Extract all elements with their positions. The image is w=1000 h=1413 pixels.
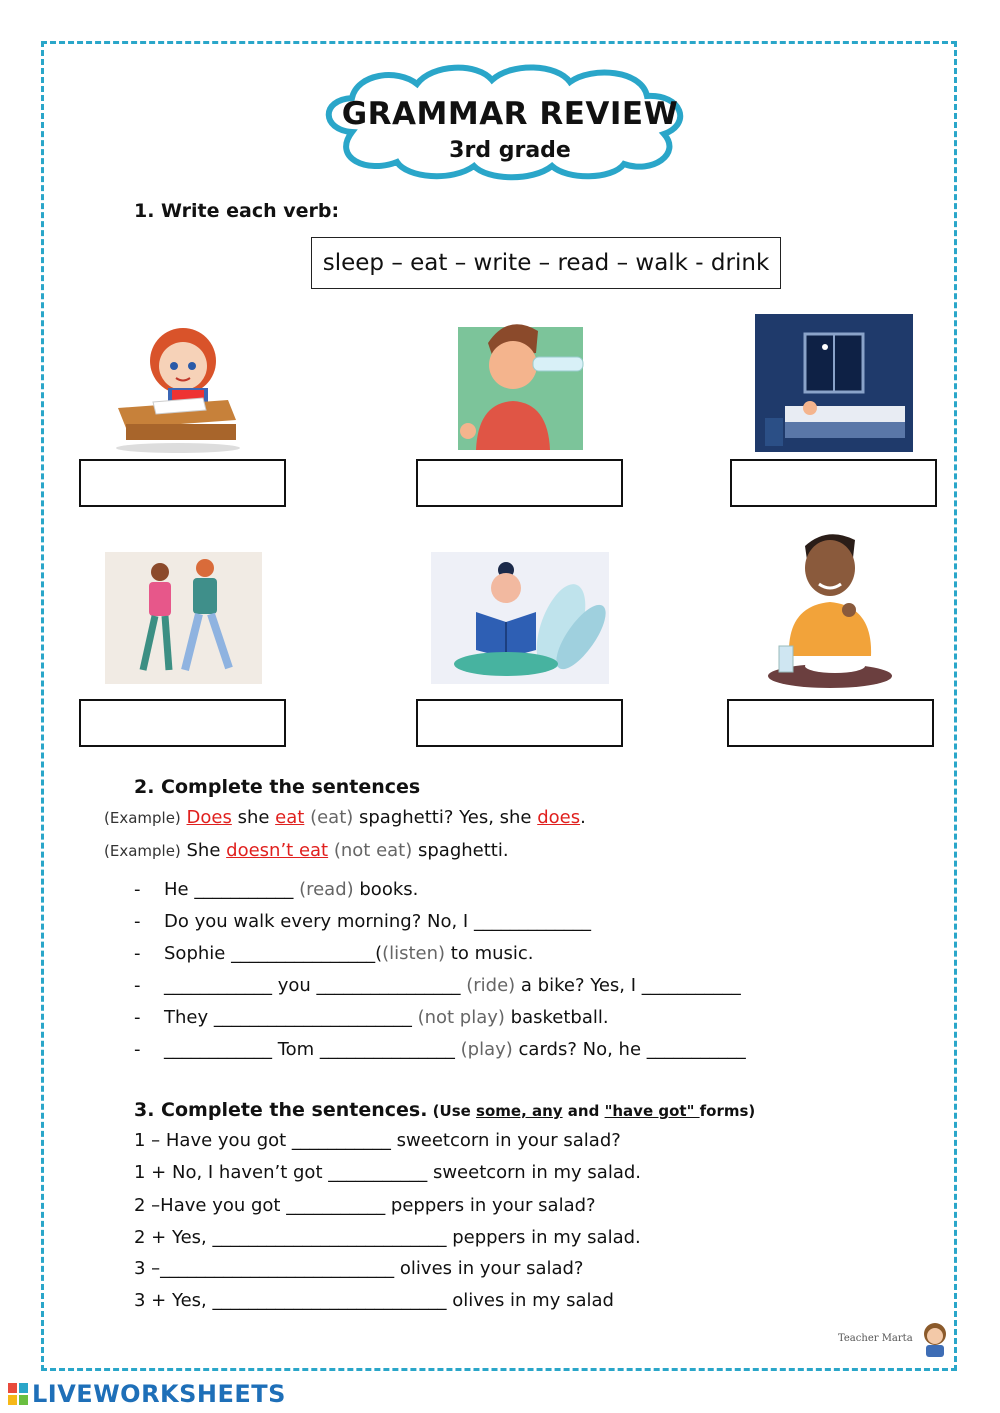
sentence-text: basketball. — [504, 1007, 609, 1028]
footer-logo-text: LIVEWORKSHEETS — [32, 1380, 286, 1408]
bullet-dash: - — [134, 879, 141, 900]
sentence-item[interactable]: 3 –__________________________ olives in your salad? — [134, 1258, 584, 1279]
example-text: spaghetti? Yes, she — [353, 807, 538, 828]
sentence-item[interactable] — [134, 975, 741, 996]
verb-word-bank: sleep – eat – write – read – walk - drink — [311, 237, 781, 289]
sentence-text: cards? No, he ___________ — [512, 1039, 746, 1060]
sentence-item[interactable]: 1 + No, I haven’t got ___________ sweetcorn in my salad. — [134, 1162, 641, 1183]
example-text: . — [580, 807, 586, 828]
verb-hint: (listen) — [382, 943, 446, 964]
answer-box-4[interactable] — [79, 699, 286, 747]
example-text: she — [231, 807, 276, 828]
section1-heading: 1. Write each verb: — [134, 200, 340, 222]
example-line-1 — [104, 807, 586, 828]
example-tag: (Example) — [104, 842, 181, 860]
sentence-text: He ___________ — [164, 879, 300, 900]
section3-instruction: and — [562, 1102, 605, 1120]
example-line-2 — [104, 840, 509, 861]
teacher-avatar-icon — [914, 1318, 956, 1360]
sentence-item[interactable] — [134, 879, 418, 900]
woman-reading-image — [431, 552, 609, 684]
teacher-credit: Teacher Marta — [838, 1333, 913, 1344]
sleeping-image — [755, 314, 913, 452]
section3-instruction: "have got" — [604, 1102, 700, 1120]
sentence-text: ____________ Tom _______________ — [164, 1039, 461, 1060]
couple-walking-image — [105, 552, 262, 684]
sentence-text: They ______________________ — [164, 1007, 418, 1028]
answer-box-5[interactable] — [416, 699, 623, 747]
boy-drinking-image — [458, 313, 588, 450]
section2-heading: 2. Complete the sentences — [134, 776, 421, 798]
man-eating-image — [767, 526, 897, 690]
bullet-dash: - — [134, 943, 141, 964]
verb-hint: (ride) — [466, 975, 516, 996]
sentence-text: a bike? Yes, I ___________ — [515, 975, 741, 996]
answer-box-3[interactable] — [730, 459, 937, 507]
page-subtitle: 3rd grade — [449, 138, 571, 163]
answer-box-1[interactable] — [79, 459, 286, 507]
example-text: She — [180, 840, 227, 861]
section3-instruction: (Use — [427, 1102, 477, 1120]
sentence-item[interactable]: 2 + Yes, __________________________ peppers in my salad. — [134, 1227, 641, 1248]
sentence-item[interactable]: 3 + Yes, __________________________ olives in my salad — [134, 1290, 614, 1311]
example-answer: does — [537, 807, 581, 828]
bullet-dash: - — [134, 975, 141, 996]
sentence-item[interactable] — [134, 911, 591, 932]
section3-title: 3. Complete the sentences. — [134, 1099, 428, 1121]
sentence-item[interactable] — [134, 943, 534, 964]
sentence-text: books. — [353, 879, 419, 900]
sentence-item[interactable]: 2 –Have you got ___________ peppers in your salad? — [134, 1195, 596, 1216]
example-tag: (Example) — [104, 809, 181, 827]
liveworksheets-logo-icon — [8, 1383, 28, 1405]
example-text: spaghetti. — [412, 840, 509, 861]
bullet-dash: - — [134, 1007, 141, 1028]
sentence-item[interactable] — [134, 1007, 609, 1028]
sentence-text: ____________ you ________________ — [164, 975, 467, 996]
sentence-item[interactable] — [134, 1039, 746, 1060]
example-answer: Does — [186, 807, 232, 828]
bullet-dash: - — [134, 1039, 141, 1060]
verb-hint: (play) — [460, 1039, 513, 1060]
sentence-text: to music. — [445, 943, 534, 964]
sentence-text: Do you walk every morning? No, I _____________ — [164, 911, 591, 932]
answer-box-6[interactable] — [727, 699, 934, 747]
verb-hint: (not eat) — [333, 840, 413, 861]
verb-hint: (not play) — [417, 1007, 505, 1028]
sentence-item[interactable]: 1 – Have you got ___________ sweetcorn in your salad? — [134, 1130, 621, 1151]
section3-heading — [134, 1099, 755, 1121]
bullet-dash: - — [134, 911, 141, 932]
verb-hint: (read) — [299, 879, 354, 900]
section3-instruction: forms) — [699, 1102, 756, 1120]
answer-box-2[interactable] — [416, 459, 623, 507]
verb-hint: (eat) — [310, 807, 354, 828]
section3-instruction: some, any — [476, 1102, 563, 1120]
example-answer: doesn’t eat — [226, 840, 329, 861]
example-answer: eat — [275, 807, 305, 828]
page-title: GRAMMAR REVIEW — [341, 96, 679, 132]
footer-logo[interactable] — [8, 1380, 286, 1408]
girl-writing-image — [108, 316, 248, 454]
sentence-text: Sophie ________________( — [164, 943, 383, 964]
